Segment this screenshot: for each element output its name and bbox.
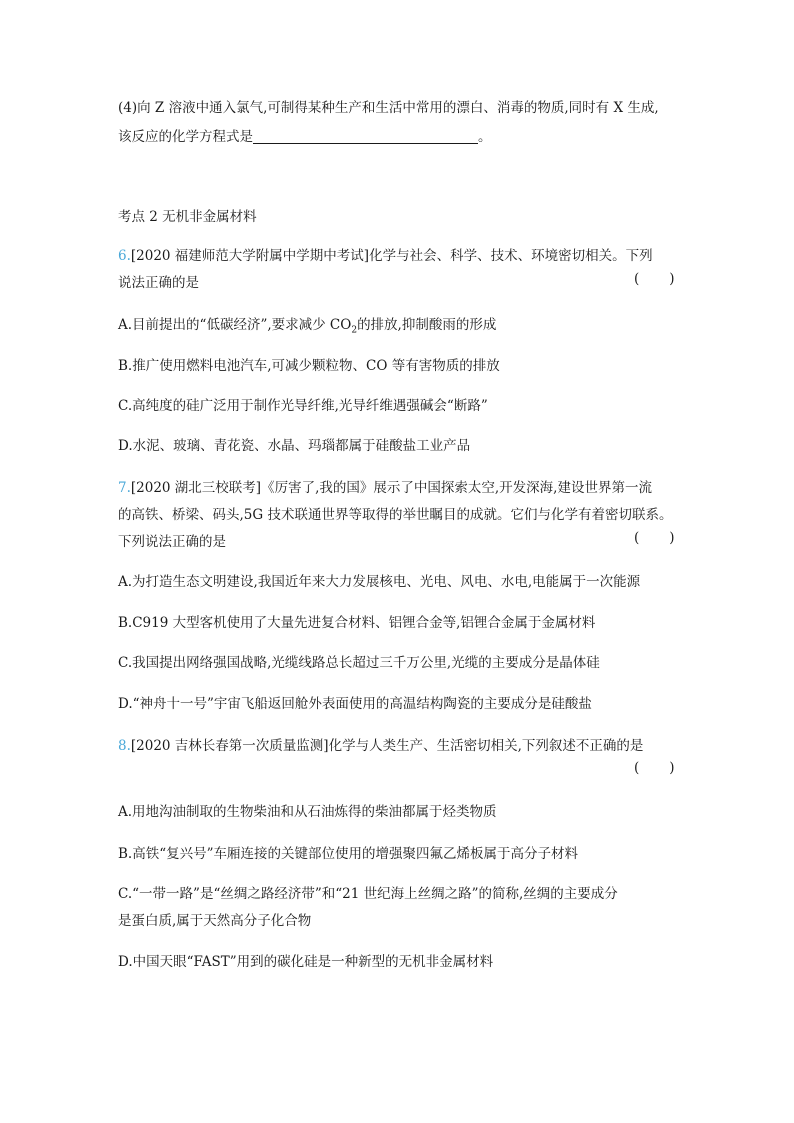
question-7-stem-line-3: 下列说法正确的是	[118, 534, 226, 550]
option-a: A.为打造生态文明建设,我国近年来大力发展核电、光电、风电、水电,电能属于一次能源	[118, 574, 641, 590]
question-number: 6.	[118, 248, 131, 264]
option-a	[118, 313, 496, 336]
subscript: 2	[351, 325, 358, 336]
option-c-line-2: 是蛋白质,属于天然高分子化合物	[118, 913, 312, 929]
question-number: 8.	[118, 738, 131, 754]
question-stem: [2020 湖北三校联考]《厉害了,我的国》展示了中国探索太空,开发深海,建设世界第一流	[130, 480, 652, 496]
question-8-stem-line-1	[118, 734, 643, 754]
q4-prompt: 该反应的化学方程式是	[118, 129, 253, 145]
question-7-stem-line-2: 的高铁、桥梁、码头,5G 技术联通世界等取得的举世瞩目的成就。它们与化学有着密切联系。	[118, 507, 673, 523]
answer-parentheses[interactable]: ( )	[634, 271, 675, 287]
option-b: B.高铁“复兴号”车厢连接的关键部位使用的增强聚四氟乙烯板属于高分子材料	[118, 846, 579, 862]
q4-line-2	[118, 125, 492, 145]
answer-blank[interactable]	[253, 129, 478, 144]
option-b: B.推广使用燃料电池汽车,可减少颗粒物、CO 等有害物质的排放	[118, 358, 500, 374]
option-text: A.目前提出的“低碳经济”,要求减少 CO	[118, 317, 352, 333]
question-stem: [2020 福建师范大学附属中学期中考试]化学与社会、科学、技术、环境密切相关。下列	[130, 248, 653, 264]
option-c: C.我国提出网络强国战略,光缆线路总长超过三千万公里,光缆的主要成分是晶体硅	[118, 655, 600, 671]
question-6-stem-line-1	[118, 244, 653, 264]
option-d: D.中国天眼“FAST”用到的碳化硅是一种新型的无机非金属材料	[118, 954, 494, 970]
q4-end-mark: 。	[478, 129, 492, 145]
q4-line-1: (4)向 Z 溶液中通入氯气,可制得某种生产和生活中常用的漂白、消毒的物质,同时有 X 生成,	[118, 100, 659, 116]
section-title: 考点 2 无机非金属材料	[118, 209, 257, 225]
option-d: D.水泥、玻璃、青花瓷、水晶、玛瑙都属于硅酸盐工业产品	[118, 438, 471, 454]
option-text: 的排放,抑制酸雨的形成	[357, 317, 497, 333]
option-d: D.“神舟十一号”宇宙飞船返回舱外表面使用的高温结构陶瓷的主要成分是硅酸盐	[118, 696, 592, 712]
question-stem: [2020 吉林长春第一次质量监测]化学与人类生产、生活密切相关,下列叙述不正确的是	[130, 738, 644, 754]
answer-parentheses[interactable]: ( )	[634, 530, 675, 546]
question-7-stem-line-1	[118, 476, 652, 496]
answer-parentheses[interactable]: ( )	[634, 760, 675, 776]
option-b: B.C919 大型客机使用了大量先进复合材料、铝锂合金等,铝锂合金属于金属材料	[118, 615, 596, 631]
question-number: 7.	[118, 480, 131, 496]
option-c-line-1: C.“一带一路”是“丝绸之路经济带”和“21 世纪海上丝绸之路”的简称,丝绸的主要成分	[118, 886, 618, 902]
option-a: A.用地沟油制取的生物柴油和从石油炼得的柴油都属于烃类物质	[118, 804, 497, 820]
option-c: C.高纯度的硅广泛用于制作光导纤维,光导纤维遇强碱会“断路”	[118, 398, 488, 414]
question-6-stem-line-2: 说法正确的是	[118, 275, 199, 291]
